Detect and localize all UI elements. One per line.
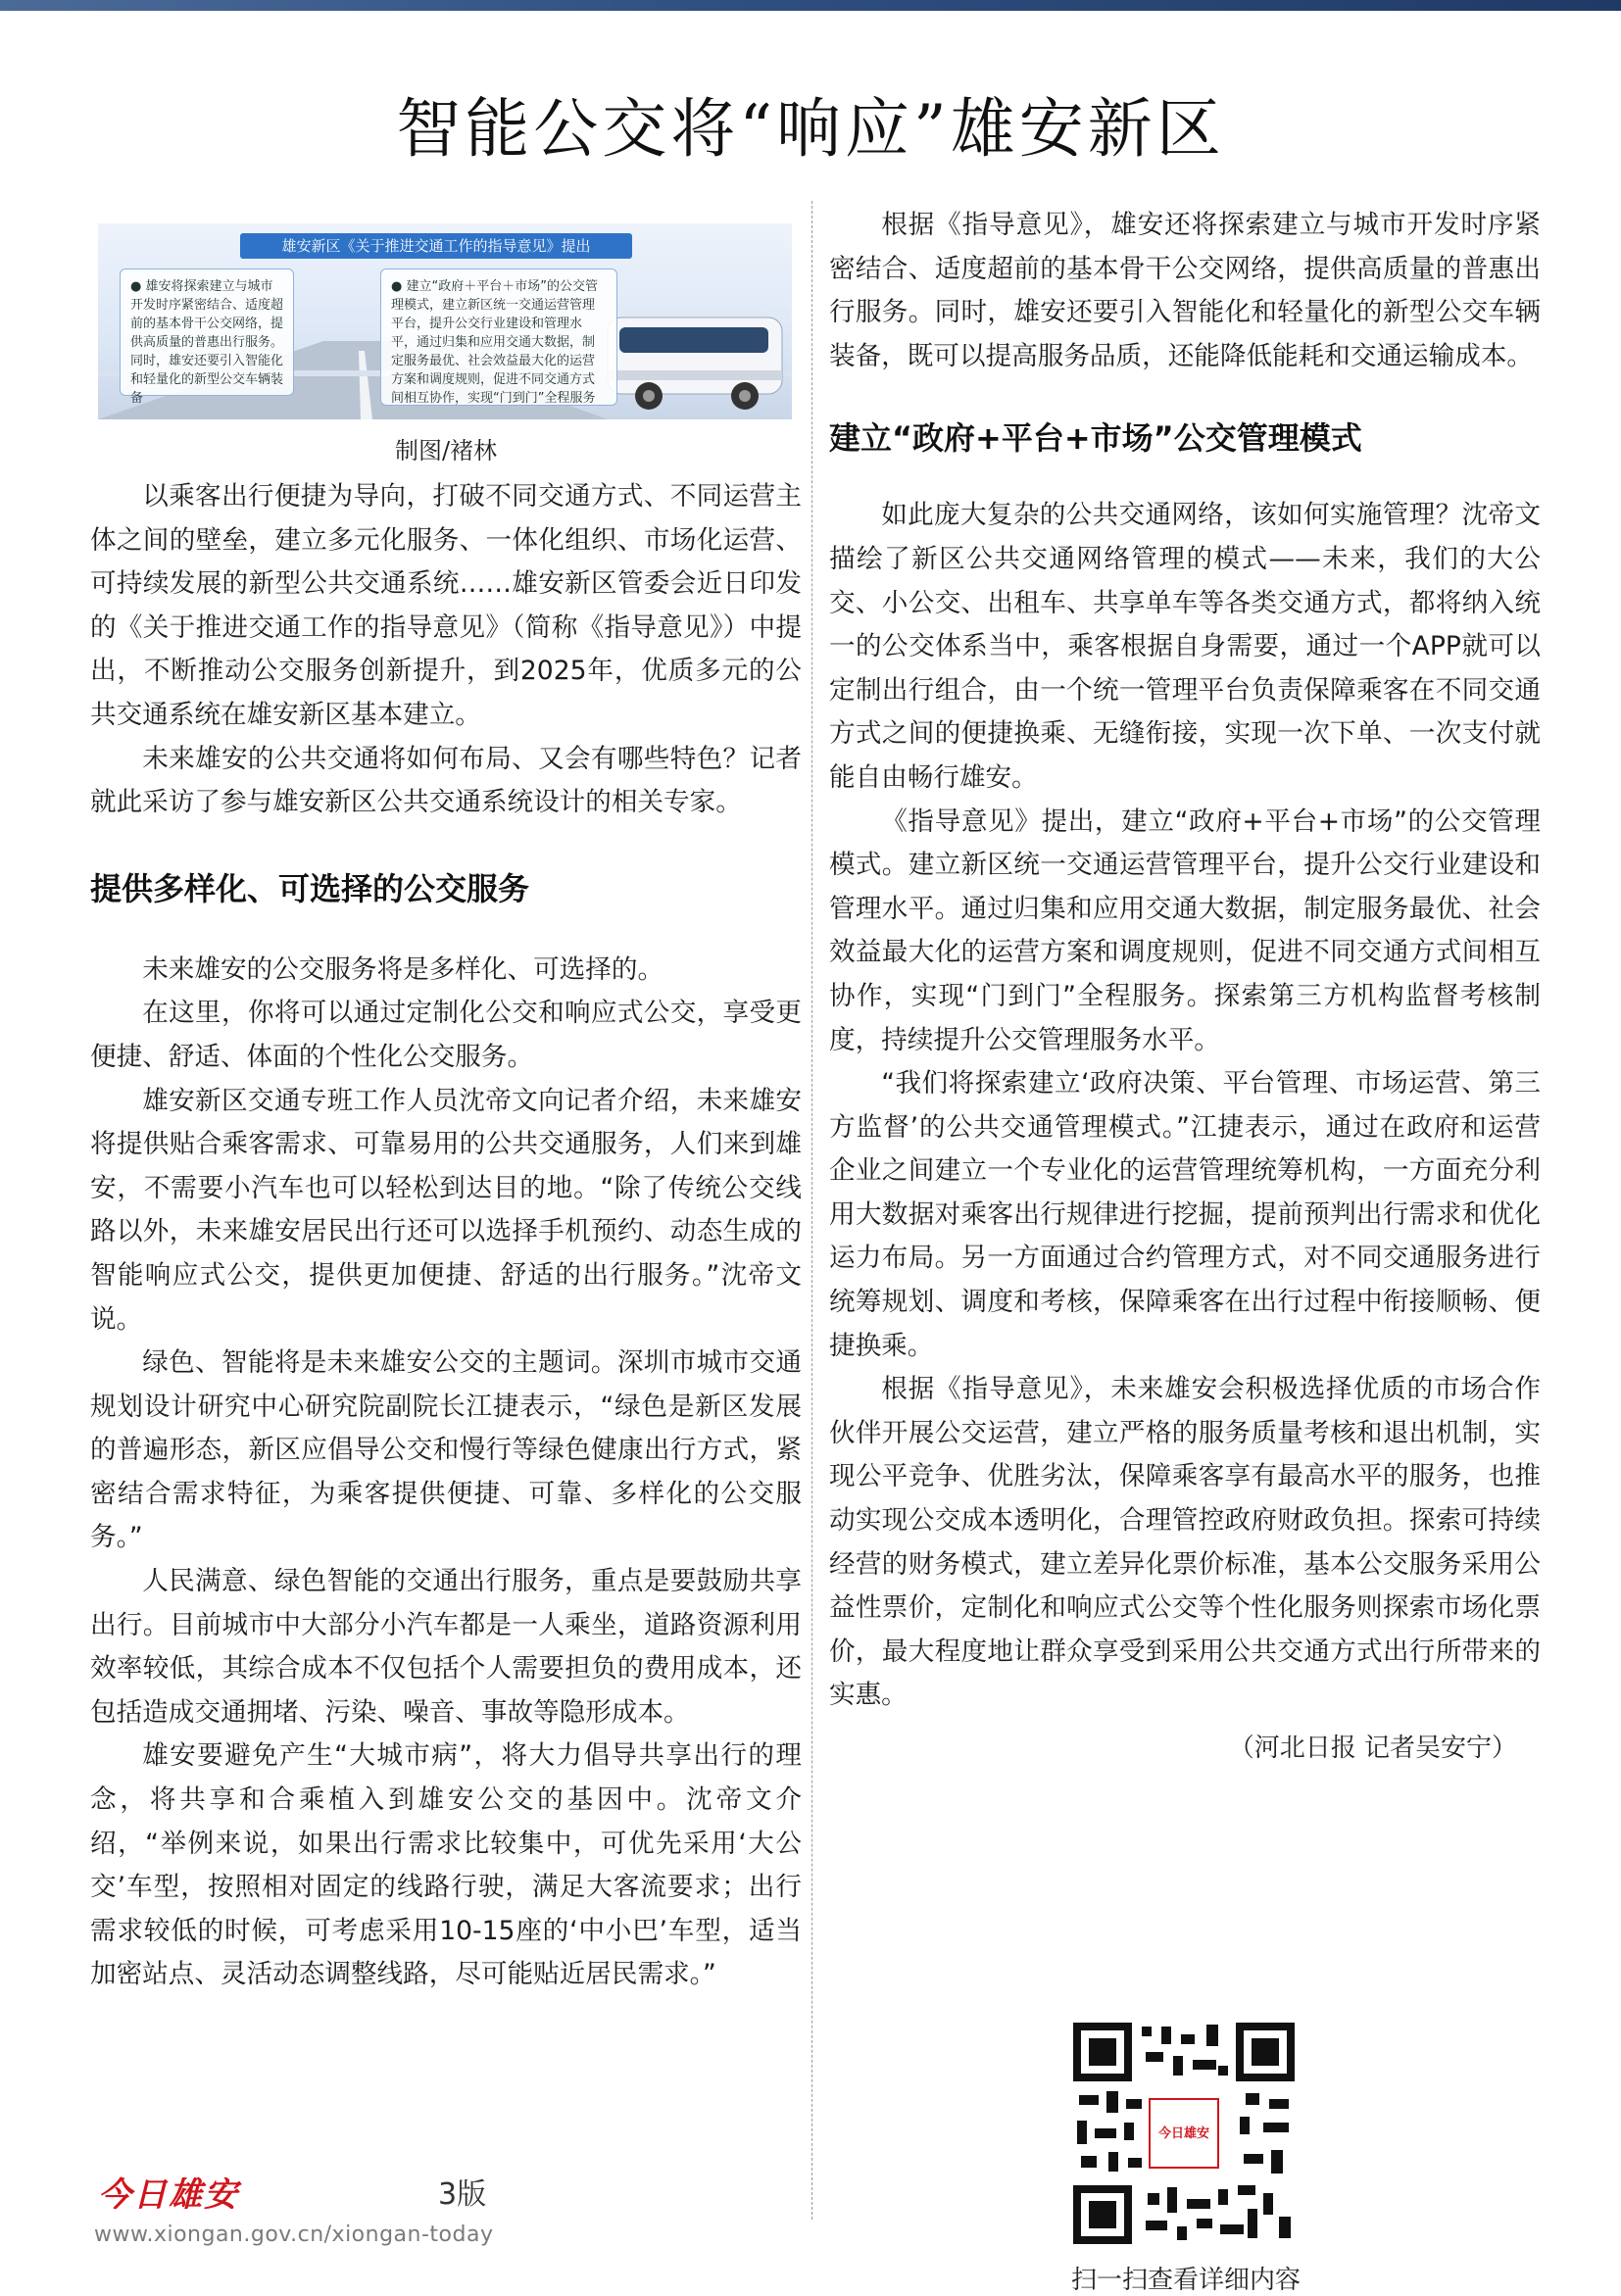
paragraph: “我们将探索建立‘政府决策、平台管理、市场运营、第三方监督’的公共交通管理模式。”江捷表示，通过在政府和运营企业之间建立一个专业化的运营管理统筹机构，一方面充分利用大数据对乘客出行规律进行挖掘，提前预判出行需求和优化运力布局。另一方面通过合约管理方式，对不同交通服务进行统筹规划、调度和考核，保障乘客在出行过程中衔接顺畅、便捷换乘。 [829, 1068, 1541, 1361]
newspaper-logo: 今日雄安 [98, 2175, 239, 2215]
qr-center-logo: 今日雄安 [1157, 2126, 1209, 2141]
bus-illustration [608, 318, 782, 410]
paragraph: 未来雄安的公共交通将如何布局、又会有哪些特色？记者就此采访了参与雄安新区公共交通系统设计的相关专家。 [90, 743, 802, 818]
figure-caption: 制图/褚林 [394, 437, 498, 464]
qr-code[interactable] [1071, 2021, 1297, 2246]
paragraph: 如此庞大复杂的公共交通网络，该如何实施管理？沈帝文描绘了新区公共交通网络管理的模式——未来，我们的大公交、小公交、出租车、共享单车等各类交通方式，都将纳入统一的公交体系当中，乘客根据自身需要，通过一个APP就可以定制出行组合，由一个统一管理平台负责保障乘客在不同交通方式之间的便捷换乘、无缝衔接，实现一次下单、一次支付就能自由畅行雄安。 [829, 500, 1541, 793]
section-heading: 提供多样化、可选择的公交服务 [90, 869, 530, 907]
paragraph: 在这里，你将可以通过定制化公交和响应式公交，享受更便捷、舒适、体面的个性化公交服务。 [90, 998, 802, 1072]
website-url[interactable]: www.xiongan.gov.cn/xiongan-today [94, 2223, 494, 2247]
byline: （河北日报 记者吴安宁） [1228, 1734, 1517, 1763]
paragraph: 雄安要避免产生“大城市病”，将大力倡导共享出行的理念，将共享和合乘植入到雄安公交的基因中。沈帝文介绍，“举例来说，如果出行需求比较集中，可优先采用‘大公交’车型，按照相对固定的线路行驶，满足大客流要求；出行需求较低的时候，可考虑采用10-15座的‘中小巴’车型，适当加密站点、灵活动态调整线路，尽可能贴近居民需求。” [90, 1740, 802, 1990]
top-accent-bar [0, 0, 1621, 11]
column-divider [811, 201, 812, 2220]
right-column [829, 204, 1541, 1764]
infographic-box-right: ● 建立“政府＋平台＋市场”的公交管理模式，建立新区统一交通运营管理平台，提升公交行业建设和管理水平，通过归集和应用交通大数据，制定服务最优、社会效益最大化的运营方案和调度规则，促进不同交通方式间相互协作，实现“门到门”全程服务 [380, 269, 617, 406]
paragraph: 根据《指导意见》，雄安还将探索建立与城市开发时序紧密结合、适度超前的基本骨干公交网络，提供高质量的普惠出行服务。同时，雄安还要引入智能化和轻量化的新型公交车辆装备，既可以提高服务品质，还能降低能耗和交通运输成本。 [829, 210, 1541, 371]
infographic-box-left: ● 雄安将探索建立与城市开发时序紧密结合、适度超前的基本骨干公交网络，提供高质量的普惠出行服务。同时，雄安还要引入智能化和轻量化的新型公交车辆装备 [120, 269, 294, 396]
paragraph: 人民满意、绿色智能的交通出行服务，重点是要鼓励共享出行。目前城市中大部分小汽车都是一人乘坐，道路资源利用效率较低，其综合成本不仅包括个人需要担负的费用成本，还包括造成交通拥堵、污染、噪音、事故等隐形成本。 [90, 1566, 802, 1728]
edition-label: 3版 [438, 2177, 487, 2212]
article-title: 智能公交将“响应”雄安新区 [396, 91, 1225, 167]
section-heading: 建立“政府+平台+市场”公交管理模式 [829, 419, 1362, 458]
qr-caption: 扫一扫查看详细内容 [1070, 2266, 1301, 2295]
paragraph: 根据《指导意见》，未来雄安会积极选择优质的市场合作伙伴开展公交运营，建立严格的服务质量考核和退出机制，实现公平竞争、优胜劣汰，保障乘客享有最高水平的服务，也推动实现公交成本透明化，合理管控政府财政负担。探索可持续经营的财务模式，建立差异化票价标准，基本公交服务采用公益性票价，定制化和响应式公交等个性化服务则探索市场化票价，最大程度地让群众享受到采用公共交通方式出行所带来的实惠。 [829, 1374, 1541, 1711]
paragraph: 《指导意见》提出，建立“政府+平台+市场”的公交管理模式。建立新区统一交通运营管理平台，提升公交行业建设和管理水平。通过归集和应用交通大数据，制定服务最优、社会效益最大化的运营方案和调度规则，促进不同交通方式间相互协作，实现“门到门”全程服务。探索第三方机构监督考核制度，持续提升公交管理服务水平。 [829, 806, 1541, 1055]
left-column [90, 204, 802, 1997]
paragraph: 以乘客出行便捷为导向，打破不同交通方式、不同运营主体之间的壁垒，建立多元化服务、一体化组织、市场化运营、可持续发展的新型公共交通系统……雄安新区管委会近日印发的《关于推进交通工作的指导意见》（简称《指导意见》）中提出，不断推动公交服务创新提升，到2025年，优质多元的公共交通系统在雄安新区基本建立。 [90, 481, 802, 730]
paragraph: 雄安新区交通专班工作人员沈帝文向记者介绍，未来雄安将提供贴合乘客需求、可靠易用的公共交通服务，人们来到雄安，不需要小汽车也可以轻松到达目的地。“除了传统公交线路以外，未来雄安居民出行还可以选择手机预约、动态生成的智能响应式公交，提供更加便捷、舒适的出行服务。”沈帝文说。 [90, 1085, 802, 1335]
infographic-banner: 雄安新区《关于推进交通工作的指导意见》提出 [240, 233, 632, 259]
paragraph: 绿色、智能将是未来雄安公交的主题词。深圳市城市交通规划设计研究中心研究院副院长江捷表示，“绿色是新区发展的普遍形态，新区应倡导公交和慢行等绿色健康出行方式，紧密结合需求特征，为乘客提供便捷、可靠、多样化的公交服务。” [90, 1347, 802, 1553]
infographic-figure [98, 223, 792, 419]
paragraph: 未来雄安的公交服务将是多样化、可选择的。 [142, 953, 664, 985]
